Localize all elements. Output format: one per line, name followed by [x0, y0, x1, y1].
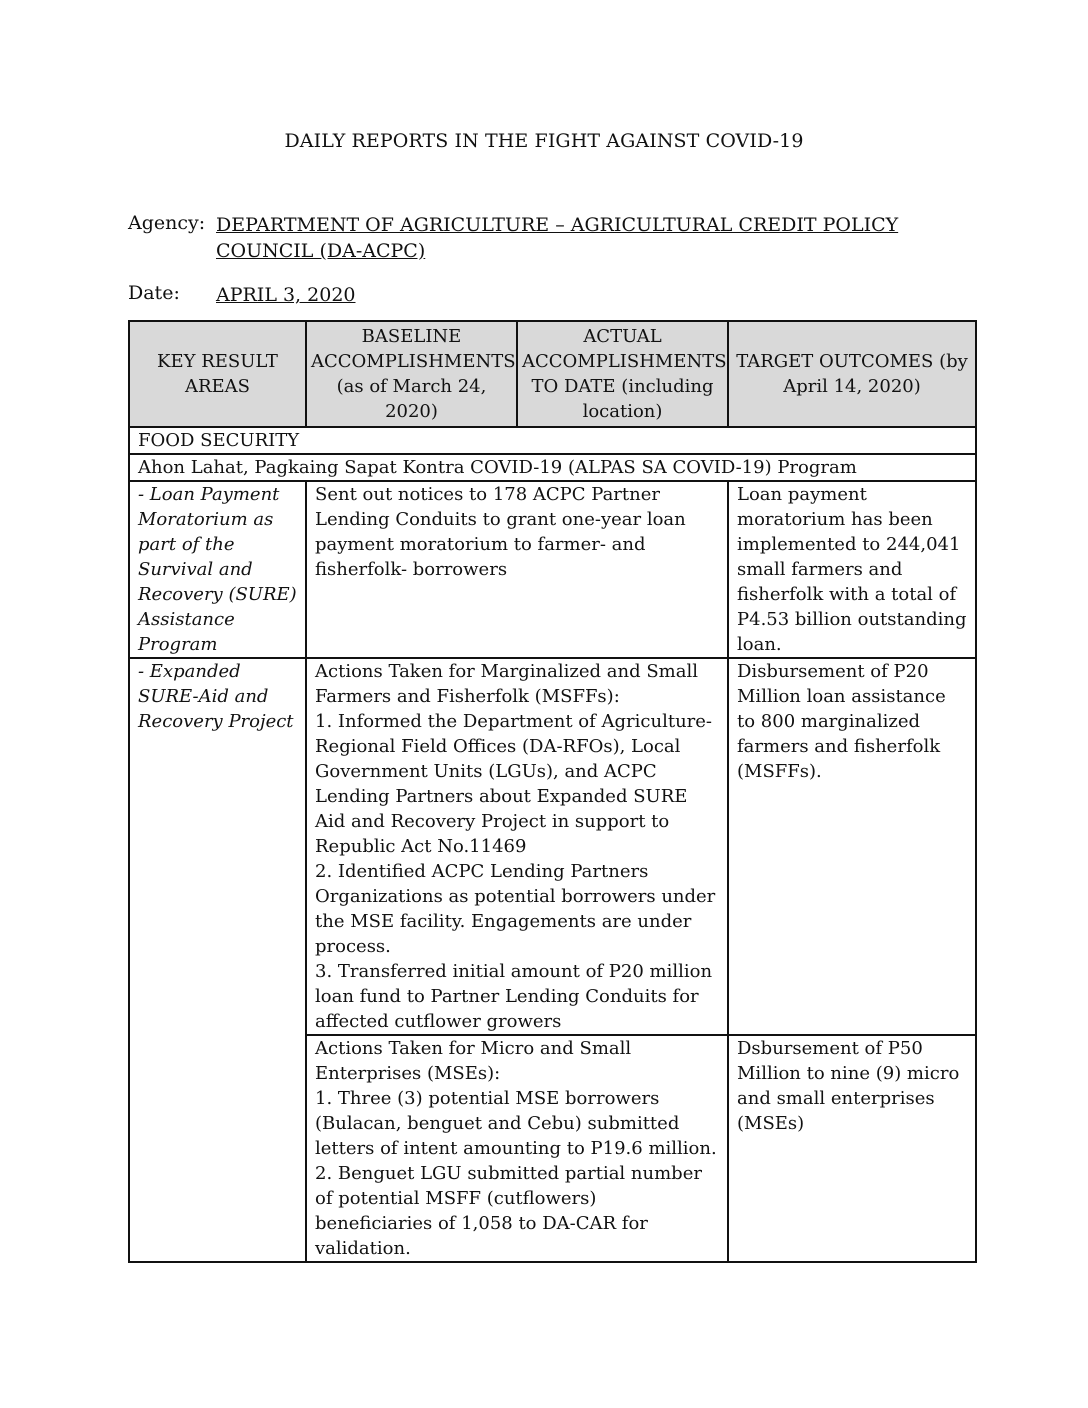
report-table — [128, 320, 977, 1263]
section-title: FOOD SECURITY — [129, 427, 976, 454]
table-row — [129, 658, 976, 1035]
agency-label: Agency: — [128, 212, 206, 234]
agency-value: DEPARTMENT OF AGRICULTURE – AGRICULTURAL CREDIT POLICY COUNCIL (DA-ACPC) — [216, 214, 899, 262]
target-cell: Disbursement of P20 Million loan assistance to 800 marginalized farmers and fisherfolk (MSFFs). — [728, 658, 976, 1035]
accomplishments-cell: Actions Taken for Marginalized and Small Farmers and Fisherfolk (MSFFs): 1. Informed the Department of Agriculture-Regional Field Offices (DA-RFOs), Local Government Units (LGUs), and ACPC Lending Partners about Expanded SURE Aid and Recovery Project in support to Republic Act No.11469 2. Identified ACPC Lending Partners Organizations as potential borrowers under the MSE facility. Engagements are under process. 3. Transferred initial amount of P20 million loan fund to Partner Lending Conduits for affected cutflower growers — [306, 658, 728, 1035]
document-title: DAILY REPORTS IN THE FIGHT AGAINST COVID-19 — [284, 130, 804, 152]
kra-cell: - Expanded SURE-Aid and Recovery Project — [129, 658, 306, 1262]
header-key-result-areas: KEY RESULT AREAS — [129, 321, 306, 427]
table-row — [129, 481, 976, 658]
program-title: Ahon Lahat, Pagkaing Sapat Kontra COVID-19 (ALPAS SA COVID-19) Program — [129, 454, 976, 481]
header-baseline: BASELINE ACCOMPLISHMENTS (as of March 24, 2020) — [306, 321, 517, 427]
date-value: APRIL 3, 2020 — [216, 284, 356, 306]
section-row — [129, 427, 976, 454]
header-target: TARGET OUTCOMES (by April 14, 2020) — [728, 321, 976, 427]
accomplishments-cell: Sent out notices to 178 ACPC Partner Lending Conduits to grant one-year loan payment moratorium to farmer- and fisherfolk- borrowers — [306, 481, 728, 658]
program-row — [129, 454, 976, 481]
accomplishments-cell: Actions Taken for Micro and Small Enterprises (MSEs): 1. Three (3) potential MSE borrowers (Bulacan, benguet and Cebu) submitted letters of intent amounting to P19.6 million. 2. Benguet LGU submitted partial number of potential MSFF (cutflowers) beneficiaries of 1,058 to DA-CAR for validation. — [306, 1035, 728, 1262]
target-cell: Dsbursement of P50 Million to nine (9) micro and small enterprises (MSEs) — [728, 1035, 976, 1262]
kra-cell: - Loan Payment Moratorium as part of the Survival and Recovery (SURE) Assistance Program — [129, 481, 306, 658]
header-actual: ACTUAL ACCOMPLISHMENTS TO DATE (including location) — [517, 321, 728, 427]
table-header-row — [129, 321, 976, 427]
target-cell: Loan payment moratorium has been implemented to 244,041 small farmers and fisherfolk with a total of P4.53 billion outstanding loan. — [728, 481, 976, 658]
date-label: Date: — [128, 282, 180, 304]
